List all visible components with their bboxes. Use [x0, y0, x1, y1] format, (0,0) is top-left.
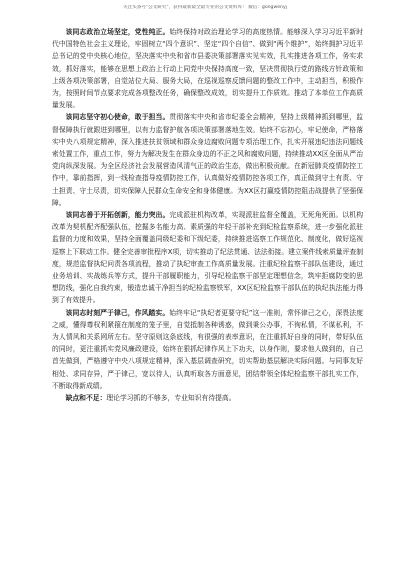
paragraph-lead: 缺点和不足：	[65, 394, 107, 403]
paragraph-lead: 该同志时刻严于律己，作风踏实。	[65, 308, 170, 317]
paragraph-text: 始终牢记“执纪者更要守纪”这一准则，常怀律己之心，深畏法度之威，懂得尊权利紧箍在制度的笼子里，自觉抵制各种诱惑，做到秉公办事，不徇私情，不谋私利，不为人情风和关系网所左右。坚守原则这条底线，有很强的表率意识，在注重抓好自身的同时，带好队伍的同时，更注重抓实党风廉政建设，始终在狠抓纪律作风上下功夫，以身作则，要求他人做到的，自己首先做到，严格遵守中央八项规定精神，深入基层调查研究，切实帮助基层解决实际问题。与同事友好相处、求同存异，严于律己，宽以待人，认真听取各方面意见，团结带领全体纪检监察干部扎实工作，不断取得新成绩。	[52, 308, 364, 390]
paragraph-lead: 该同志善于开拓创新，能力突出。	[65, 211, 170, 220]
paragraph-innovation	[52, 209, 363, 307]
paragraph-self-discipline	[52, 307, 363, 392]
paragraph-lead: 该同志坚守初心使命，敢于担当。	[65, 113, 170, 122]
page-header-watermark: 关注头条号"公文研究"，获得最新最全最专业的公文资料库！ 微信：gongwenyj	[123, 5, 287, 10]
paragraph-text: 理论学习抓的不够多，专业知识有待提高。	[106, 394, 236, 403]
paragraph-text: 始终保持对政治理论学习的高度热情。能够深入学习习近平新时代中国特色社会主义理论，牢固树立“四个意识”、坚定“四个自信”、做到“两个维护”，始终拥护习近平总书记的党中央核心地位，坚决落实中央和省市县委决策部署落实见实效，扎实推进各项工作，务实求效，抓好落实，能够在思想上政治上行动上同党中央保持高度一致，坚决贯彻执行党的路线方针政策和上级各项决策部署，自觉站位大局、服务大局，在巡视巡察反馈问题的整改工作中，主动担当，积极作为，按照时间节点要求完成各项整改任务，确保整改成效，切实提升工作质效。推动了本单位工作高质量发展。	[52, 28, 364, 110]
paragraph-mission	[52, 111, 363, 209]
paragraph-political-stance	[52, 26, 363, 111]
paragraph-shortcomings	[52, 392, 363, 404]
paragraph-text: 完成派驻机构改革，实现派驻监督全覆盖，无死角死面。以机构改革为契机配齐配强队伍，挖掘多名能力高、素质强的年轻干部补充到纪检监察系统，进一步强化派驻监督的力度和效果，坚持全面覆盖同级纪委和下级纪委，持续推进巡察工作规范化、制度化，做好巡视巡察上下联动工作。健全完善审批程序X项，切实推动了纪法贯通、法法衔接。建立案件线索质量评查制度，规范监督执纪问责各项流程，推动了执纪审查工作高质量发展。注重纪检监察干部队伍建设，通过业务培训、实战练兵等方式，提升干部履职能力，引导纪检监察干部坚定理想信念，筑牢拒腐防变的思想防线，强化自我约束，锻造忠诚干净担当的纪检监察铁军，XX区纪检监察干部队伍的执纪执法能力得到了有效提升。	[52, 211, 364, 305]
document-body	[52, 26, 363, 404]
paragraph-lead: 该同志政治立场坚定，党性纯正。	[65, 28, 170, 36]
paragraph-text: 贯彻落实中央和省市纪委全会精神，坚持上级精神抓到哪里，监督保障执行就跟进到哪里，以有力监督护航各项决策部署落地生效。始终不忘初心，牢记使命，严格落实中央八项规定精神，深入推进扶贫领域和群众身边腐败问题专项治理工作，扎实开展违纪违法问题线索处置工作，重点工作，努力为解决发生在群众身边的不正之风和腐败问题，持续推动XX区全面从严治党向纵深发展。为全区经济社会发展营造风清气正的政治生态，做出积极贡献。在新冠肺炎疫情防控工作中，靠前指挥，到一线检查指导疫情防控工作，认真做好疫情防控各项工作，真正做到守土有责、守土担责、守土尽责，切实保障人民群众生命安全和身体健康。为XX区打赢疫情防控阻击战提供了坚强保障。	[52, 113, 364, 207]
